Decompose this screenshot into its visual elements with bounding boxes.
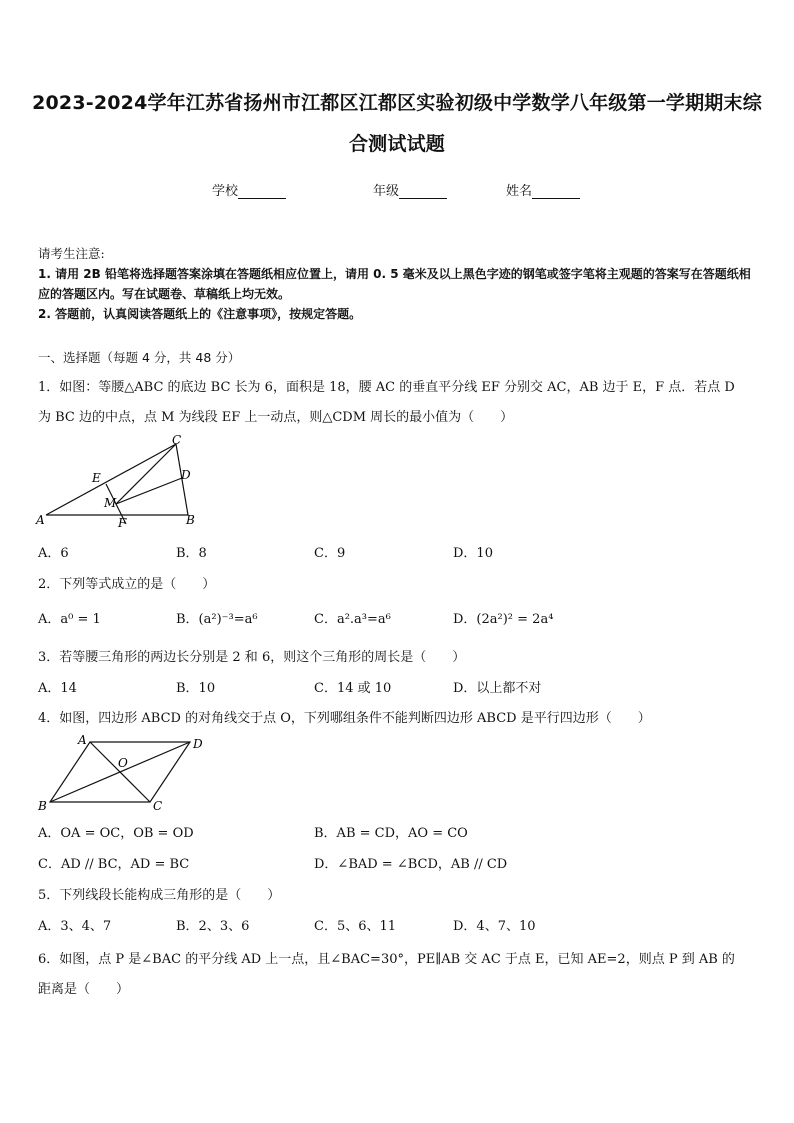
q1-option-c[interactable]: C．9	[314, 546, 346, 561]
name-blank[interactable]	[532, 184, 580, 199]
name-label: 姓名	[506, 184, 533, 199]
label-d: D	[193, 737, 203, 751]
label-f: F	[118, 516, 127, 530]
label-c: C	[153, 799, 163, 813]
notice-item-1: 1. 请用 2B 铅笔将选择题答案涂填在答题纸相应位置上，请用 0. 5 毫米及以上黑色字迹的钢笔或签字笔将主观题的答案写在答题纸相应的答题区内。写在试题卷、草稿纸上均无效。	[38, 267, 751, 301]
label-b: B	[186, 513, 195, 527]
page-title-line-2: 合测试试题	[348, 133, 445, 155]
grade-label: 年级	[373, 184, 400, 199]
question-1-line-2: 为 BC 边的中点，点 M 为线段 EF 上一动点，则△CDM 周长的最小值为（ ）	[38, 410, 514, 425]
q2-option-b[interactable]: B．(a²)⁻³=a⁶	[176, 612, 258, 627]
question-6-line-1: 6．如图，点 P 是∠BAC 的平分线 AD 上一点，且∠BAC=30°，PE∥AB 交 AC 于点 E，已知 AE=2，则点 P 到 AB 的	[38, 952, 735, 967]
label-a: A	[78, 733, 87, 747]
label-a: A	[36, 513, 45, 527]
segment-mc	[116, 444, 176, 504]
question-1-options	[0, 542, 794, 562]
q4-option-b[interactable]: B．AB = CD，AO = CO	[314, 826, 468, 841]
q3-option-b[interactable]: B．10	[176, 681, 216, 696]
school-label: 学校	[212, 184, 239, 199]
q1-option-a[interactable]: A．6	[38, 546, 69, 561]
question-5-line-1: 5．下列线段长能构成三角形的是（ ）	[38, 888, 281, 903]
question-4-figure	[30, 732, 210, 814]
question-6-line-2: 距离是（ ）	[38, 982, 130, 997]
q2-option-d[interactable]: D．(2a²)² = 2a⁴	[453, 612, 554, 627]
q3-option-d[interactable]: D．以上都不对	[453, 681, 542, 696]
q5-option-a[interactable]: A．3、4、7	[38, 919, 112, 934]
label-c: C	[172, 433, 182, 447]
name-field[interactable]	[506, 180, 580, 199]
label-b: B	[38, 799, 47, 813]
question-4-options-row-2	[0, 853, 794, 873]
q5-option-d[interactable]: D．4、7、10	[453, 919, 536, 934]
q5-option-c[interactable]: C．5、6、11	[314, 919, 397, 934]
q3-option-a[interactable]: A．14	[38, 681, 77, 696]
q4-option-a[interactable]: A．OA = OC，OB = OD	[38, 826, 194, 841]
notice-block	[38, 244, 758, 324]
label-o: O	[118, 756, 128, 770]
q1-option-d[interactable]: D．10	[453, 546, 493, 561]
question-3-line-1: 3．若等腰三角形的两边长分别是 2 和 6，则这个三角形的周长是（ ）	[38, 650, 466, 665]
question-1-figure	[30, 432, 202, 532]
notice-item-2: 2. 答题前，认真阅读答题纸上的《注意事项》，按规定答题。	[38, 307, 362, 321]
question-4-options-row-1	[0, 822, 794, 842]
question-1-line-1: 1．如图：等腰△ABC 的底边 BC 长为 6，面积是 18，腰 AC 的垂直平分线 EF 分别交 AC，AB 边于 E，F 点．若点 D	[38, 380, 735, 395]
q2-option-c[interactable]: C．a².a³=a⁶	[314, 612, 391, 627]
label-m: M	[104, 496, 117, 510]
grade-field[interactable]	[373, 180, 447, 199]
school-field[interactable]	[212, 180, 286, 199]
q4-option-c[interactable]: C．AD // BC，AD = BC	[38, 857, 190, 872]
grade-blank[interactable]	[399, 184, 447, 199]
page-title-line-1: 2023-2024学年江苏省扬州市江都区江都区实验初级中学数学八年级第一学期期末综	[32, 92, 762, 114]
section-heading: 一、选择题（每题 4 分，共 48 分）	[38, 350, 241, 365]
question-3-options	[0, 677, 794, 697]
label-d: D	[181, 468, 191, 482]
question-2-line-1: 2．下列等式成立的是（ ）	[38, 577, 216, 592]
label-e: E	[92, 471, 101, 485]
question-5-options	[0, 915, 794, 935]
question-4-line-1: 4．如图，四边形 ABCD 的对角线交于点 O，下列哪组条件不能判断四边形 ABCD 是平行四边形（ ）	[38, 711, 651, 726]
q5-option-b[interactable]: B．2、3、6	[176, 919, 250, 934]
school-blank[interactable]	[238, 184, 286, 199]
q4-option-d[interactable]: D．∠BAD = ∠BCD，AB // CD	[314, 857, 508, 872]
q1-option-b[interactable]: B．8	[176, 546, 207, 561]
q2-option-a[interactable]: A．a⁰ = 1	[38, 612, 101, 627]
question-2-options	[0, 608, 794, 628]
segment-md	[116, 478, 182, 504]
notice-heading: 请考生注意:	[38, 246, 105, 261]
q3-option-c[interactable]: C．14 或 10	[314, 681, 392, 696]
diagonal-bd	[50, 742, 190, 802]
